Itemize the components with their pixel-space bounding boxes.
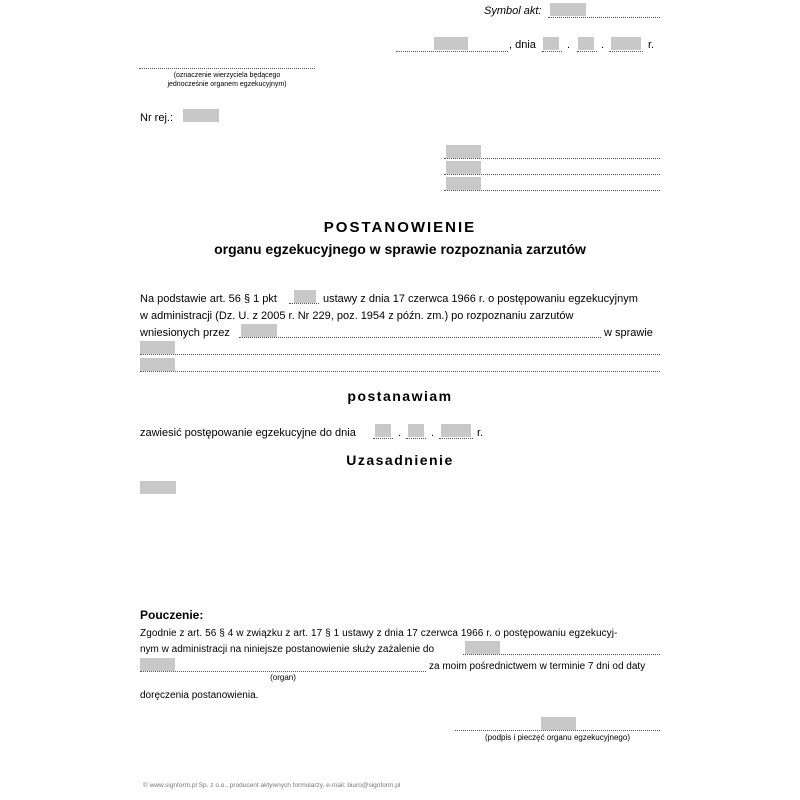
- suspend-day-field[interactable]: [375, 424, 391, 437]
- creditor-note-line1: (oznaczenie wierzyciela będącego: [173, 72, 281, 79]
- signature-field[interactable]: [541, 717, 576, 730]
- appeal-organ-line: [463, 654, 660, 655]
- decision-text: zawiesić postępowanie egzekucyjne do dnia: [140, 427, 356, 439]
- creditor-line: [139, 68, 315, 69]
- body-line1-start: Na podstawie art. 56 § 1 pkt: [140, 293, 277, 305]
- submitted-by-line: [239, 337, 601, 338]
- decision-separator: .: [398, 427, 402, 439]
- body-line3-end: w sprawie: [604, 327, 653, 339]
- justification-heading: Uzasadnienie: [346, 452, 454, 468]
- symbol-akt-line: [548, 17, 660, 18]
- submitted-by-field[interactable]: [241, 324, 277, 337]
- case-line1-field[interactable]: [140, 341, 175, 354]
- suspend-day-line: [373, 438, 393, 439]
- appeal-organ-field-2[interactable]: [140, 658, 175, 671]
- addressee-line1-field[interactable]: [446, 145, 481, 158]
- decision-year-suffix: r.: [477, 427, 484, 439]
- signature-line: [455, 730, 660, 731]
- place-line: [396, 51, 508, 52]
- pkt-line: [289, 303, 319, 304]
- document-title: POSTANOWIENIE: [323, 219, 477, 236]
- suspend-month-line: [406, 438, 426, 439]
- header-year-line: [609, 51, 643, 52]
- body-line2: w administracji (Dz. U. z 2005 r. Nr 229, poz. 1954 z późn. zm.) po rozpoznaniu zarzutów: [140, 310, 574, 322]
- header-month-line: [577, 51, 597, 52]
- symbol-akt-label: Symbol akt:: [484, 5, 542, 17]
- place-field[interactable]: [434, 37, 468, 50]
- decision-heading: postanawiam: [347, 388, 453, 404]
- header-year-suffix: r.: [648, 39, 655, 51]
- case-line1: [140, 354, 660, 355]
- date-comma-label: , dnia: [509, 39, 536, 51]
- addressee-line3-field[interactable]: [446, 177, 481, 190]
- signature-caption: (podpis i pieczęć organu egzekucyjnego): [485, 733, 630, 742]
- creditor-note-line2: jednocześnie organem egzekucyjnym): [167, 81, 287, 88]
- suspend-year-field[interactable]: [441, 424, 471, 437]
- instruction-line1: Zgodnie z art. 56 § 4 w związku z art. 17 § 1 ustawy z dnia 17 czerwca 1966 r. o postępowaniu egzekucyj-: [140, 628, 618, 639]
- date-separator: .: [567, 39, 571, 51]
- body-line3-start: wniesionych przez: [140, 327, 230, 339]
- pkt-field[interactable]: [294, 290, 316, 303]
- instruction-line3: za moim pośrednictwem w terminie 7 dni od daty: [429, 661, 646, 672]
- nr-rej-label: Nr rej.:: [140, 112, 173, 124]
- appeal-organ-line-2: [140, 671, 426, 672]
- decision-separator: .: [431, 427, 435, 439]
- addressee-line2-field[interactable]: [446, 161, 481, 174]
- instruction-line4: doręczenia postanowienia.: [140, 690, 259, 701]
- instruction-line2: nym w administracji na niniejsze postanowienie służy zażalenie do: [140, 644, 435, 655]
- nr-rej-field[interactable]: [183, 109, 219, 122]
- body-line1-end: ustawy z dnia 17 czerwca 1966 r. o postępowaniu egzekucyjnym: [323, 293, 638, 305]
- header-month-field[interactable]: [578, 37, 594, 50]
- case-line2: [140, 371, 660, 372]
- addressee-line3: [444, 190, 660, 191]
- organ-caption: (organ): [270, 673, 296, 682]
- suspend-year-line: [439, 438, 473, 439]
- date-separator: .: [601, 39, 605, 51]
- suspend-month-field[interactable]: [408, 424, 424, 437]
- header-year-field[interactable]: [611, 37, 641, 50]
- addressee-line2: [444, 174, 660, 175]
- justification-field[interactable]: [140, 481, 176, 494]
- header-day-field[interactable]: [543, 37, 559, 50]
- instruction-heading: Pouczenie:: [140, 608, 204, 622]
- document-subtitle: organu egzekucyjnego w sprawie rozpoznania zarzutów: [214, 241, 586, 257]
- appeal-organ-field[interactable]: [465, 641, 500, 654]
- case-line2-field[interactable]: [140, 358, 175, 371]
- footer-text: © www.signform.pl Sp. z o.o., producent aktywnych formularzy, e-mail: biuro@signform.pl: [143, 782, 401, 789]
- symbol-akt-field[interactable]: [550, 3, 586, 16]
- addressee-line1: [444, 158, 660, 159]
- header-day-line: [542, 51, 562, 52]
